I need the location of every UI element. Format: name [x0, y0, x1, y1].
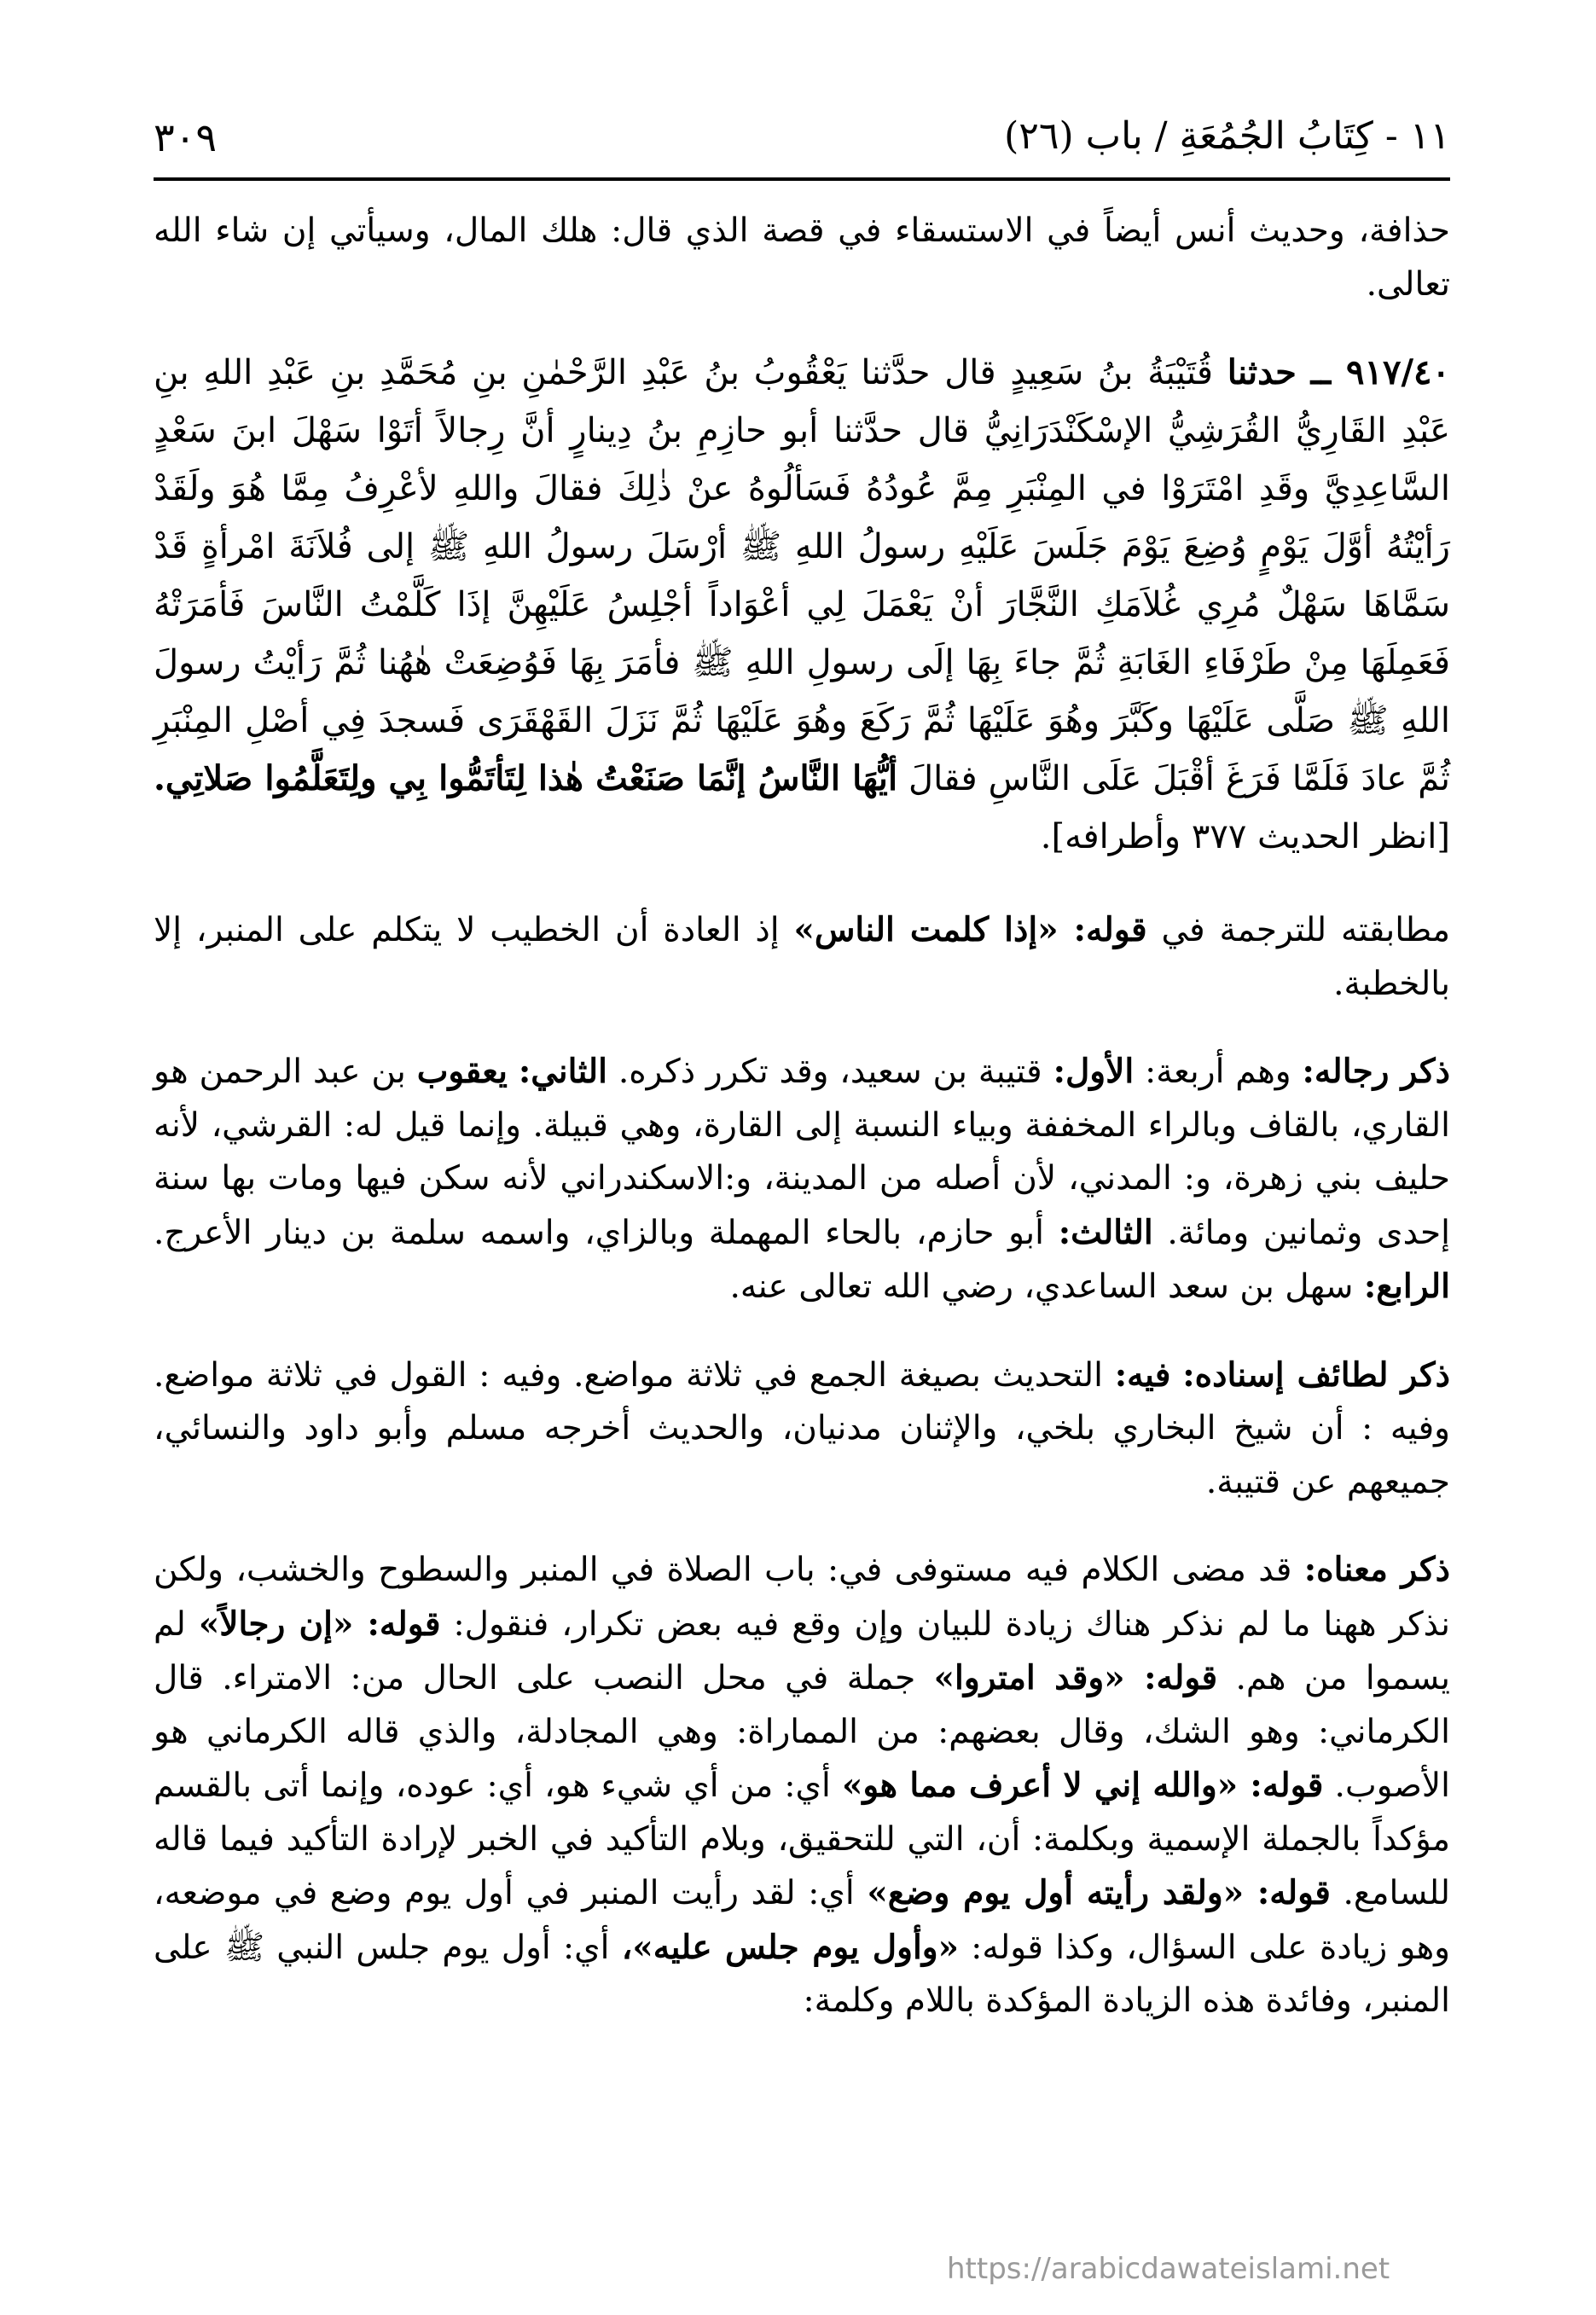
p1-text-c: إذ العادة أن الخطيب لا يتكلم على المنبر، إلا بالخطبة.	[154, 911, 1450, 1003]
p2-first-label: الأول:	[1053, 1052, 1135, 1091]
p2-text-k: سهل بن سعد الساعدي، رضي الله تعالى عنه.	[729, 1268, 1354, 1306]
p3-text-c: التحديث بصيغة الجمع في ثلاثة مواضع. وفيه : القول في ثلاثة مواضع. وفيه : أن شيخ البخاري بلخي، والإثنان مدنيان، والحديث أخرجه مسلم وأبو داود والنسائي، جميعهم عن قتيبة.	[154, 1355, 1450, 1501]
p2-fourth-label: الرابع:	[1363, 1267, 1450, 1306]
p4-text-l: أي: أول يوم جلس النبي ﷺ على المنبر، وفائدة هذه الزيادة المؤكدة باللام وكلمة:	[154, 1928, 1450, 2020]
isnad-subtleties-paragraph	[154, 1349, 1450, 1510]
p4-text-j: أي: لقد رأيت المنبر في أول يوم وضع في موضعه، وهو زيادة على السؤال، وكذا قوله:	[154, 1874, 1450, 1967]
meaning-paragraph	[154, 1543, 1450, 2028]
p2-third-label: الثالث:	[1058, 1212, 1153, 1252]
p4-text-h: أي: من أي شيء هو، أي: عوده، وإنما أتى بالقسم مؤكداً بالجملة الإسمية وبكلمة: أن، التي للتحقيق، وبلام التأكيد في الخبر لإرادة التأكيد فيما قاله للسامع.	[154, 1767, 1451, 1912]
page-body	[154, 205, 1450, 2063]
p2-text-b: وهم أربعة:	[1145, 1053, 1291, 1091]
hadith-haddathana: حدثنا	[1227, 352, 1297, 392]
p4-quote-1: قوله: «إن رجالاً»	[198, 1604, 441, 1644]
p4-text-d: لم يسموا من هم.	[154, 1604, 1450, 1697]
p2-heading: ذكر رجاله:	[1302, 1052, 1450, 1091]
p4-text-b: قد مضى الكلام فيه مستوفى في: باب الصلاة في المنبر والسطوح والخشب، ولكن نذكر ههنا ما لم نذكر هناك زيادة للبيان وإن وقع فيه بعض تكرار، فنقول:	[154, 1551, 1450, 1644]
correspondence-paragraph	[154, 903, 1450, 1011]
page-number: ٣٠٩	[154, 114, 218, 160]
hadith-paragraph	[154, 344, 1450, 866]
p4-quote-5: «وأول يوم جلس عليه»،	[621, 1927, 959, 1967]
p2-second-label: الثاني:	[518, 1052, 607, 1091]
running-head: ١١ - كِتَابُ الجُمُعَةِ / باب (٢٦)	[1004, 114, 1450, 158]
p3-fihi: فيه:	[1114, 1355, 1171, 1395]
p2-text-g: بن عبد الرحمن هو القاري، بالقاف وبالراء المخففة وبياء النسبة إلى القارة، وهي قبيلة. وإنما قيل له: القرشي، لأنه حليف بني زهرة، و: المدني، لأن أصله من المدينة، و:الاسكندراني لأنه سكن فيها ومات بها سنة إحدى وثمانين ومائة.	[154, 1053, 1450, 1252]
p2-yaqub: يعقوب	[416, 1052, 508, 1091]
p4-quote-4: قوله: «ولقد رأيته أول يوم وضع»	[867, 1873, 1331, 1912]
intro-text: حذافة، وحديث أنس أيضاً في الاستسقاء في قصة الذي قال: هلك المال، وسيأتي إن شاء الله تعالى.	[154, 212, 1450, 304]
narrators-paragraph	[154, 1045, 1450, 1314]
watermark-url: https://arabicdawateislami.net	[947, 2252, 1390, 2286]
hadith-bold-end: أيُّهَا النَّاسُ إنَّمَا صَنَعْتُ هٰذا لِتَأتَمُّوا بِي ولِتَعَلَّمُوا صَلاتِي.	[154, 758, 898, 798]
hadith-text: قُتَيْبَةُ بنُ سَعِيدٍ قال حدَّثنا يَعْقُوبُ بنُ عَبْدِ الرَّحْمٰنِ بنِ مُحَمَّدِ بنِ عَبْدِ اللهِ بنِ عَبْدِ القَارِيُّ القُرَشِيُّ الإسْكَنْدَرَانِيُّ قال حدَّثنا أبو حازِمِ بنُ دِينارٍ أنَّ رِجالاً أتَوْا سَهْلَ ابنَ سَعْدٍ السَّاعِدِيَّ وقَدِ امْتَرَوْا في المِنْبَرِ مِمَّ عُودُهُ فَسَألُوهُ عنْ ذٰلِكَ فقالَ واللهِ لأعْرِفُ مِمَّا هُوَ ولَقَدْ رَأيْتُهُ أوَّلَ يَوْمٍ وُضِعَ يَوْمَ جَلَسَ عَلَيْهِ رسولُ اللهِ ﷺ أرْسَلَ رسولُ اللهِ ﷺ إلى فُلاَنَةَ امْرأةٍ قَدْ سَمَّاهَا سَهْلٌ مُرِي غُلاَمَكِ النَّجَّارَ أنْ يَعْمَلَ لِي أعْوَاداً أجْلِسُ عَلَيْهِنَّ إذَا كَلَّمْتُ النَّاسَ فَأمَرَتْهُ فَعَمِلَهَا مِنْ طَرْفَاءِ الغَابَةِ ثُمَّ جاءَ بِهَا إلَى رسولِ اللهِ ﷺ فأمَرَ بِهَا فَوُضِعَتْ هٰهُنا ثُمَّ رَأيْتُ رسولَ اللهِ ﷺ صَلَّى عَلَيْهَا وكَبَّرَ وهُوَ عَلَيْهَا ثُمَّ رَكَعَ وهُوَ عَلَيْهَا ثُمَّ نَزَلَ القَهْقَرَى فَسجدَ فِي أصْلِ المِنْبَرِ ثُمَّ عادَ فَلَمَّا فَرَغَ أقْبَلَ عَلَى النَّاسِ فقالَ	[154, 353, 1451, 798]
p4-quote-2: قوله: «وقد امتروا»	[933, 1658, 1218, 1697]
hadith-number: ٩١٧/٤٠ ــ	[1310, 352, 1451, 392]
page-header	[154, 109, 1450, 181]
intro-paragraph	[154, 205, 1450, 311]
p3-heading: ذكر لطائف إسناده:	[1182, 1355, 1450, 1395]
p1-text-a: مطابقته للترجمة في	[1161, 911, 1450, 949]
p4-text-f: جملة في محل النصب على الحال من: الامتراء. قال الكرماني: وهو الشك، وقال بعضهم: من المماراة: وهي المجادلة، والذي قاله الكرماني هو الأصوب.	[154, 1659, 1450, 1805]
hadith-reference: [انظر الحديث ٣٧٧ وأطرافه].	[1040, 817, 1450, 856]
p4-heading: ذكر معناه:	[1303, 1550, 1450, 1589]
p2-text-i: أبو حازم، بالحاء المهملة وبالزاي، واسمه سلمة بن دينار الأعرج.	[154, 1213, 1044, 1252]
p1-quote: قوله: «إذا كلمت الناس»	[793, 910, 1147, 949]
p4-quote-3: قوله: «والله إني لا أعرف مما هو»	[842, 1766, 1324, 1805]
p2-text-d: قتيبة بن سعيد، وقد تكرر ذكره.	[618, 1053, 1042, 1091]
